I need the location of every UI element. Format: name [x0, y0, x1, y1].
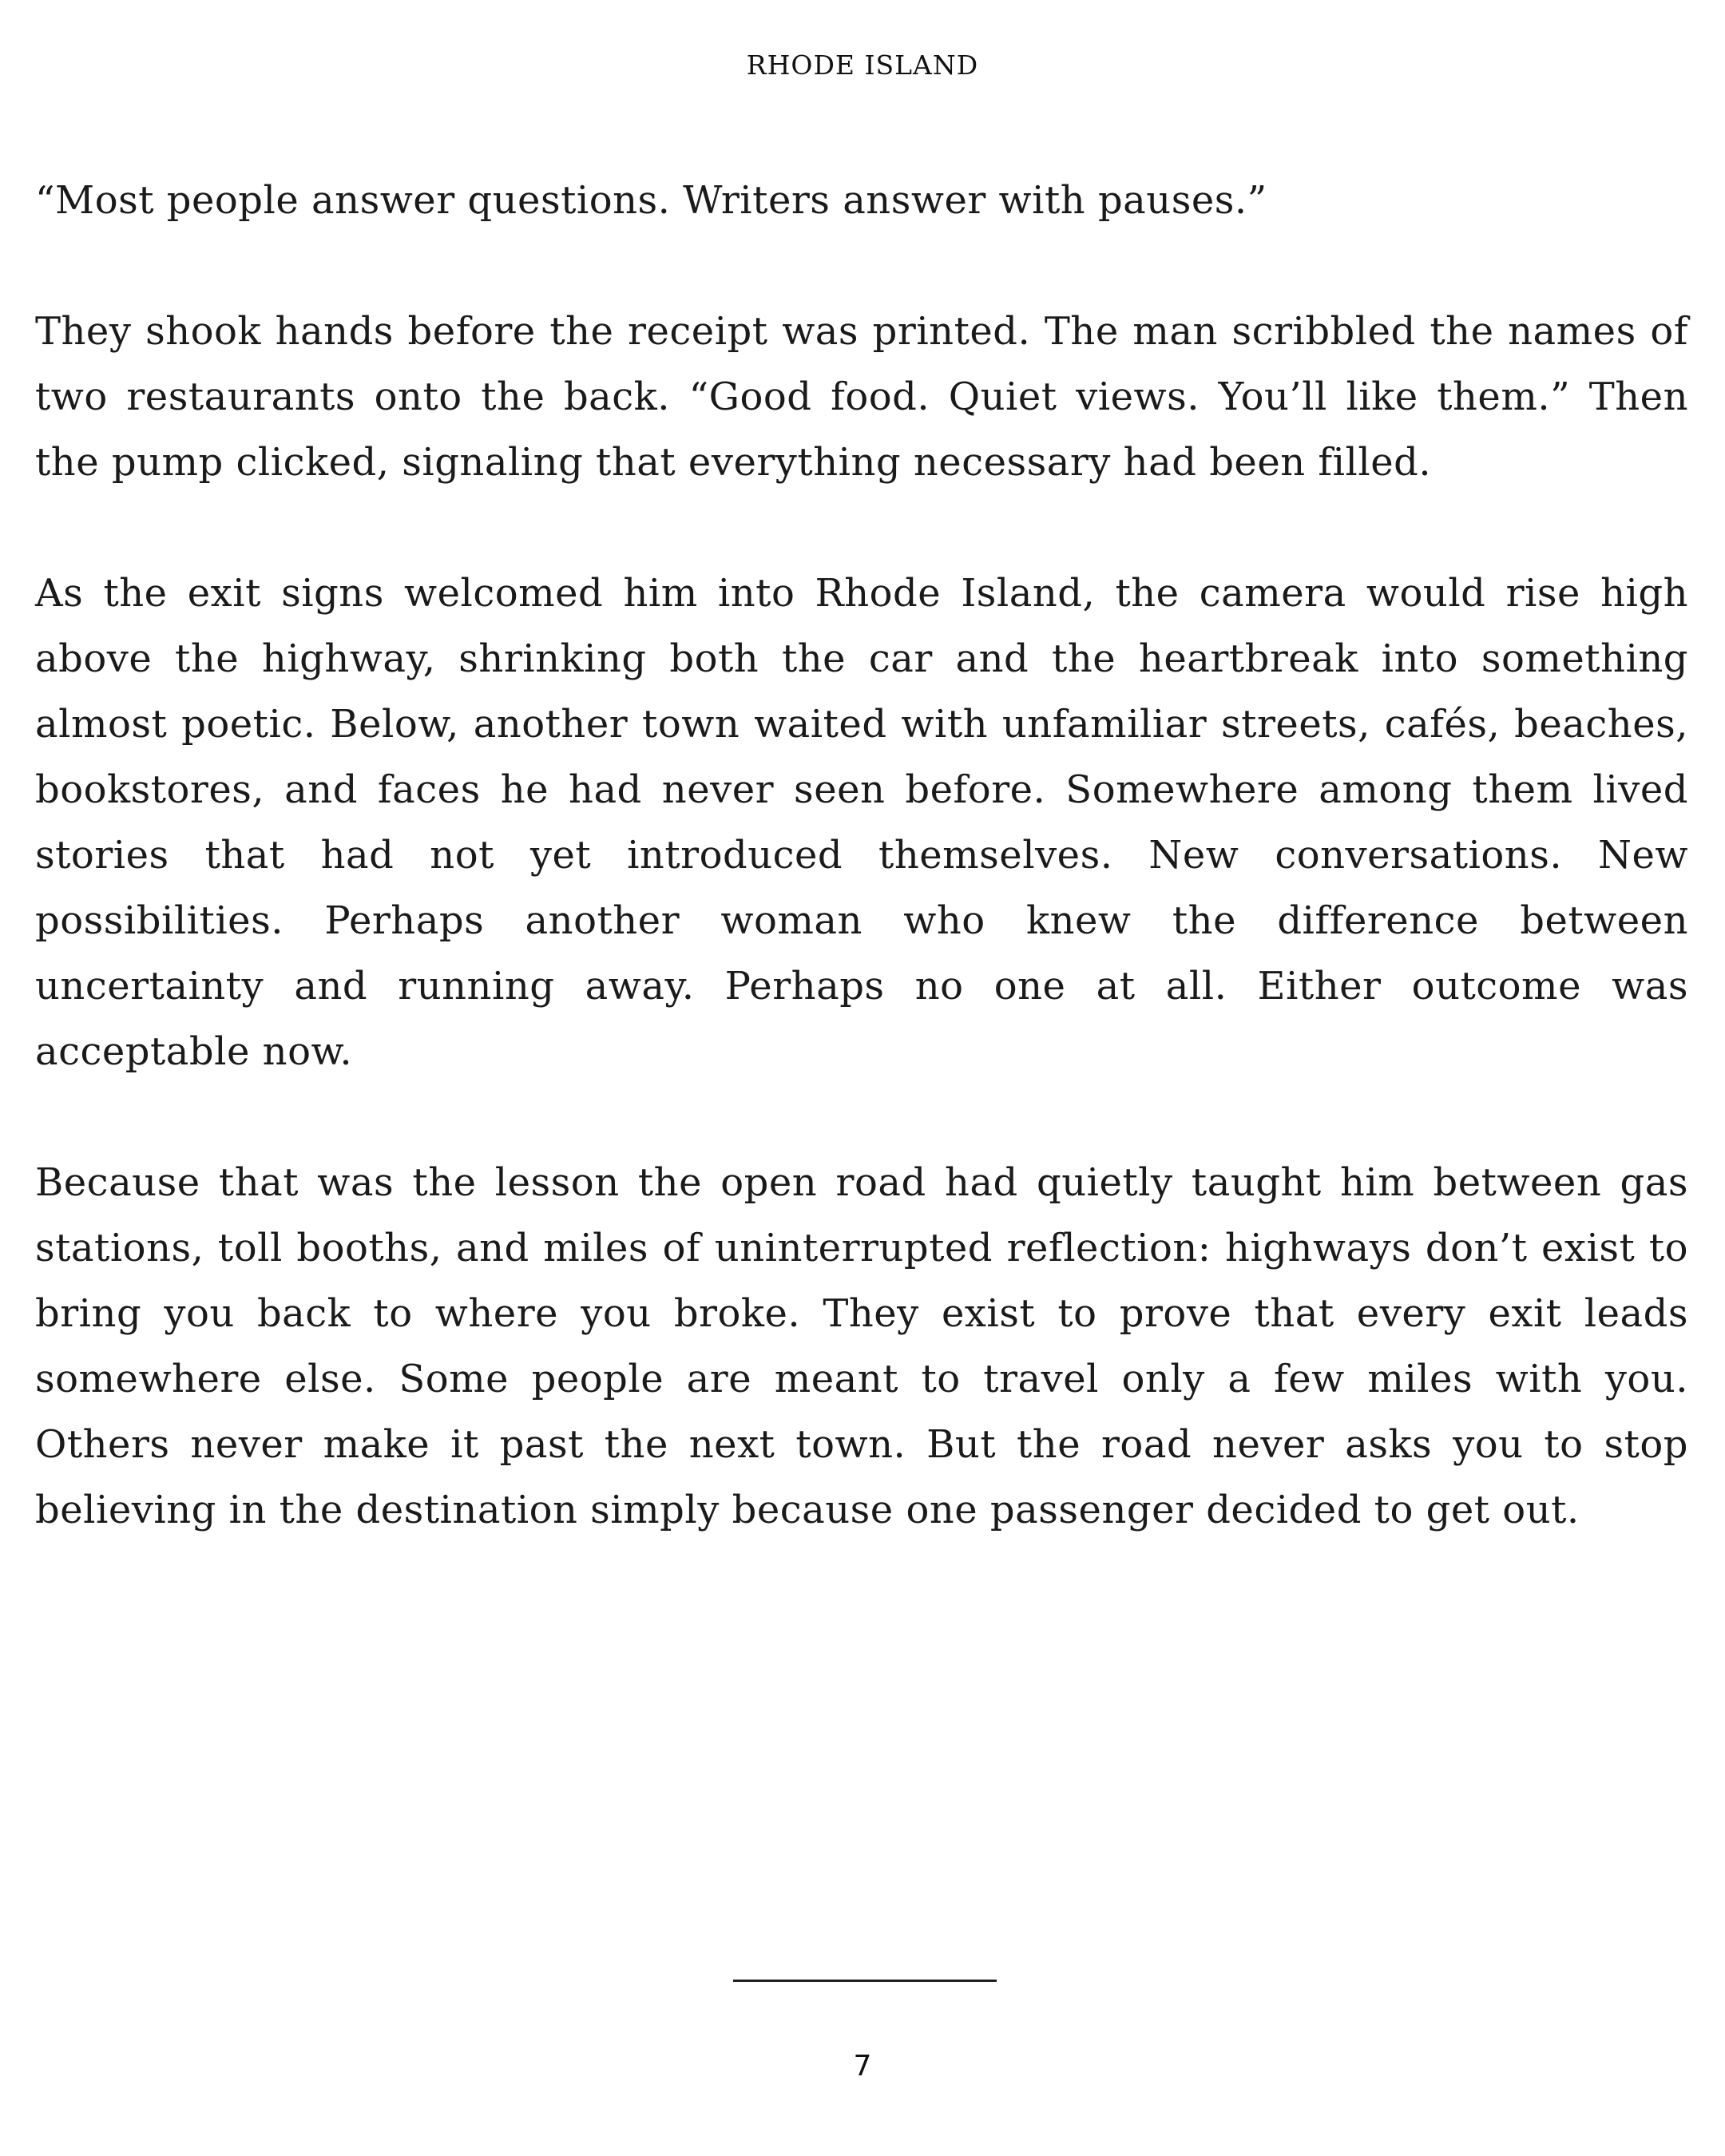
paragraph-2: They shook hands before the receipt was printed. The man scribbled the names of two restaurants onto the back. “Good food. Quiet views. You’ll like them.” Then the pump clicked, signaling that everything necessary had been filled. — [35, 309, 1688, 485]
paragraph-3: As the exit signs welcomed him into Rhode Island, the camera would rise high above the highway, shrinking both the car and the heartbreak into something almost poetic. Below, another town waited with unfamiliar streets, cafés, beaches, bookstores, and faces he had never seen before. Somewhere among them lived stories that had not yet introduced themselves. New conversations. New possibilities. Perhaps another woman who knew the difference between uncertainty and running away. Perhaps no one at all. Either outcome was acceptable now. — [35, 571, 1688, 1074]
page-body — [35, 168, 1688, 1608]
paragraph-4: Because that was the lesson the open road had quietly taught him between gas stations, toll booths, and miles of uninterrupted reflection: highways don’t exist to bring you back to where you broke. They exist to prove that every exit leads somewhere else. Some people are meant to travel only a few miles with you. Others never make it past the next town. But the road never asks you to stop believing in the destination simply because one passenger decided to get out. — [35, 1160, 1688, 1532]
running-header: RHODE ISLAND — [746, 50, 979, 81]
paragraph-1: “Most people answer questions. Writers answer with pauses.” — [35, 178, 1267, 223]
footer-divider — [733, 1980, 997, 1982]
page-number: 7 — [853, 2050, 872, 2083]
